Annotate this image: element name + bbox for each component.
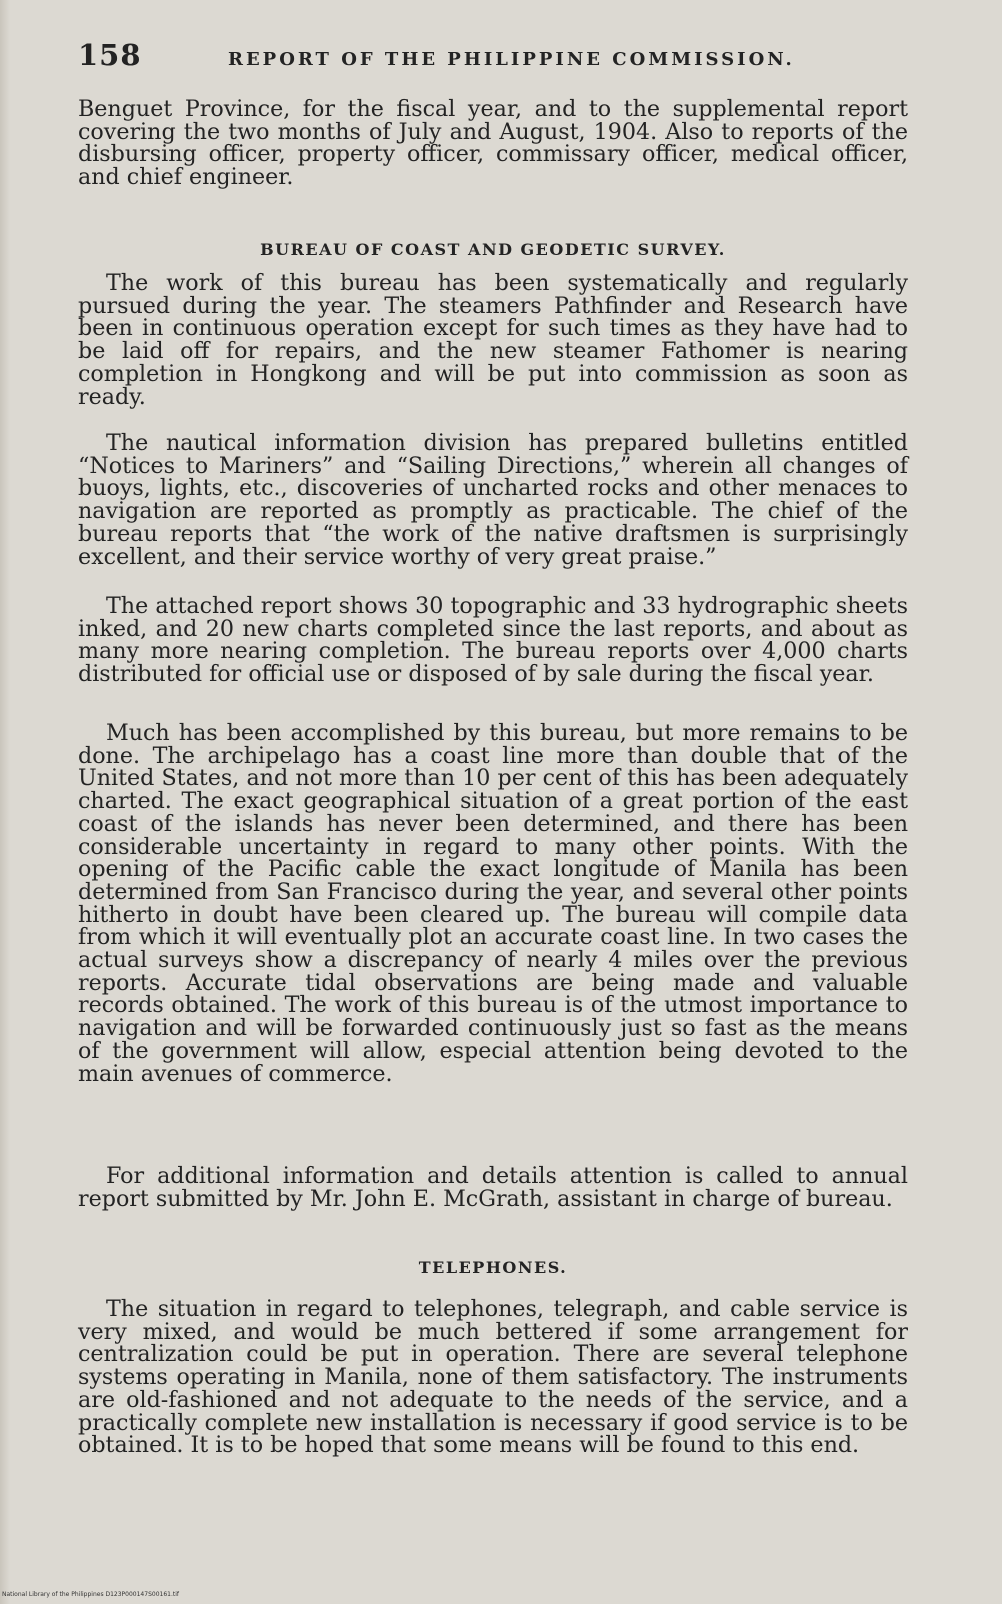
telephones-heading: TELEPHONES. xyxy=(418,1258,568,1277)
intro-paragraph: Benguet Province, for the fiscal year, and to the supplemental report covering the two months of July and August, 1904. Also to reports of the disbursing officer, property officer, commissary officer, medical officer, and chief engineer. xyxy=(78,96,908,191)
coast-survey-paragraph-5: For additional information and details attention is called to annual report submitted by Mr. John E. McGrath, assistant in charge of bureau. xyxy=(78,1163,908,1212)
running-head: REPORT OF THE PHILIPPINE COMMISSION. xyxy=(228,49,795,70)
page-header xyxy=(78,38,918,78)
coast-survey-paragraph-3: The attached report shows 30 topographic and 33 hydrographic sheets inked, and 20 new charts completed since the last reports, and about as many more nearing completion. The bureau reports over 4,000 charts distributed for official use or disposed of by sale during the fiscal year. xyxy=(78,593,908,688)
page-number: 158 xyxy=(78,38,142,72)
coast-survey-paragraph-1: The work of this bureau has been systematically and regularly pursued during the year. The steamers Pathfinder and Research have been in continuous operation except for such times as they have had to be laid off for repairs, and the new steamer Fathomer is nearing completion in Hongkong and will be put into commission as soon as ready. xyxy=(78,270,908,410)
coast-survey-paragraph-2: The nautical information division has prepared bulletins entitled “Notices to Mariners” and “Sailing Directions,” wherein all changes of buoys, lights, etc., discoveries of uncharted rocks and other menaces to navigation are reported as promptly as practicable. The chief of the bureau reports that “the work of the native draftsmen is surprisingly excellent, and their service worthy of very great praise.” xyxy=(78,430,908,570)
scan-credit: National Library of the Philippines D123P000147S00161.tif xyxy=(2,1591,180,1598)
telephones-paragraph-1: The situation in regard to telephones, telegraph, and cable service is very mixed, and would be much bettered if some arrangement for centralization could be put in operation. There are several telephone systems operating in Manila, none of them satisfactory. The instruments are old-fashioned and not adequate to the needs of the service, and a practically complete new installation is necessary if good service is to be obtained. It is to be hoped that some means will be found to this end. xyxy=(78,1296,908,1459)
scan-shadow-edge xyxy=(0,0,10,1604)
coast-survey-paragraph-4: Much has been accomplished by this bureau, but more remains to be done. The archipelago has a coast line more than double that of the United States, and not more than 10 per cent of this has been adequately charted. The exact geographical situation of a great portion of the east coast of the islands has never been determined, and there has been considerable uncertainty in regard to many other points. With the opening of the Pacific cable the exact longitude of Manila has been determined from San Francisco during the year, and several other points hitherto in doubt have been cleared up. The bureau will compile data from which it will eventually plot an accurate coast line. In two cases the actual surveys show a discrepancy of nearly 4 miles over the previous reports. Accurate tidal observations are being made and valuable records obtained. The work of this bureau is of the utmost importance to navigation and will be forwarded continuously just so fast as the means of the government will allow, especial attention being devoted to the main avenues of commerce. xyxy=(78,720,908,1087)
coast-survey-heading: BUREAU OF COAST AND GEODETIC SURVEY. xyxy=(260,240,726,259)
